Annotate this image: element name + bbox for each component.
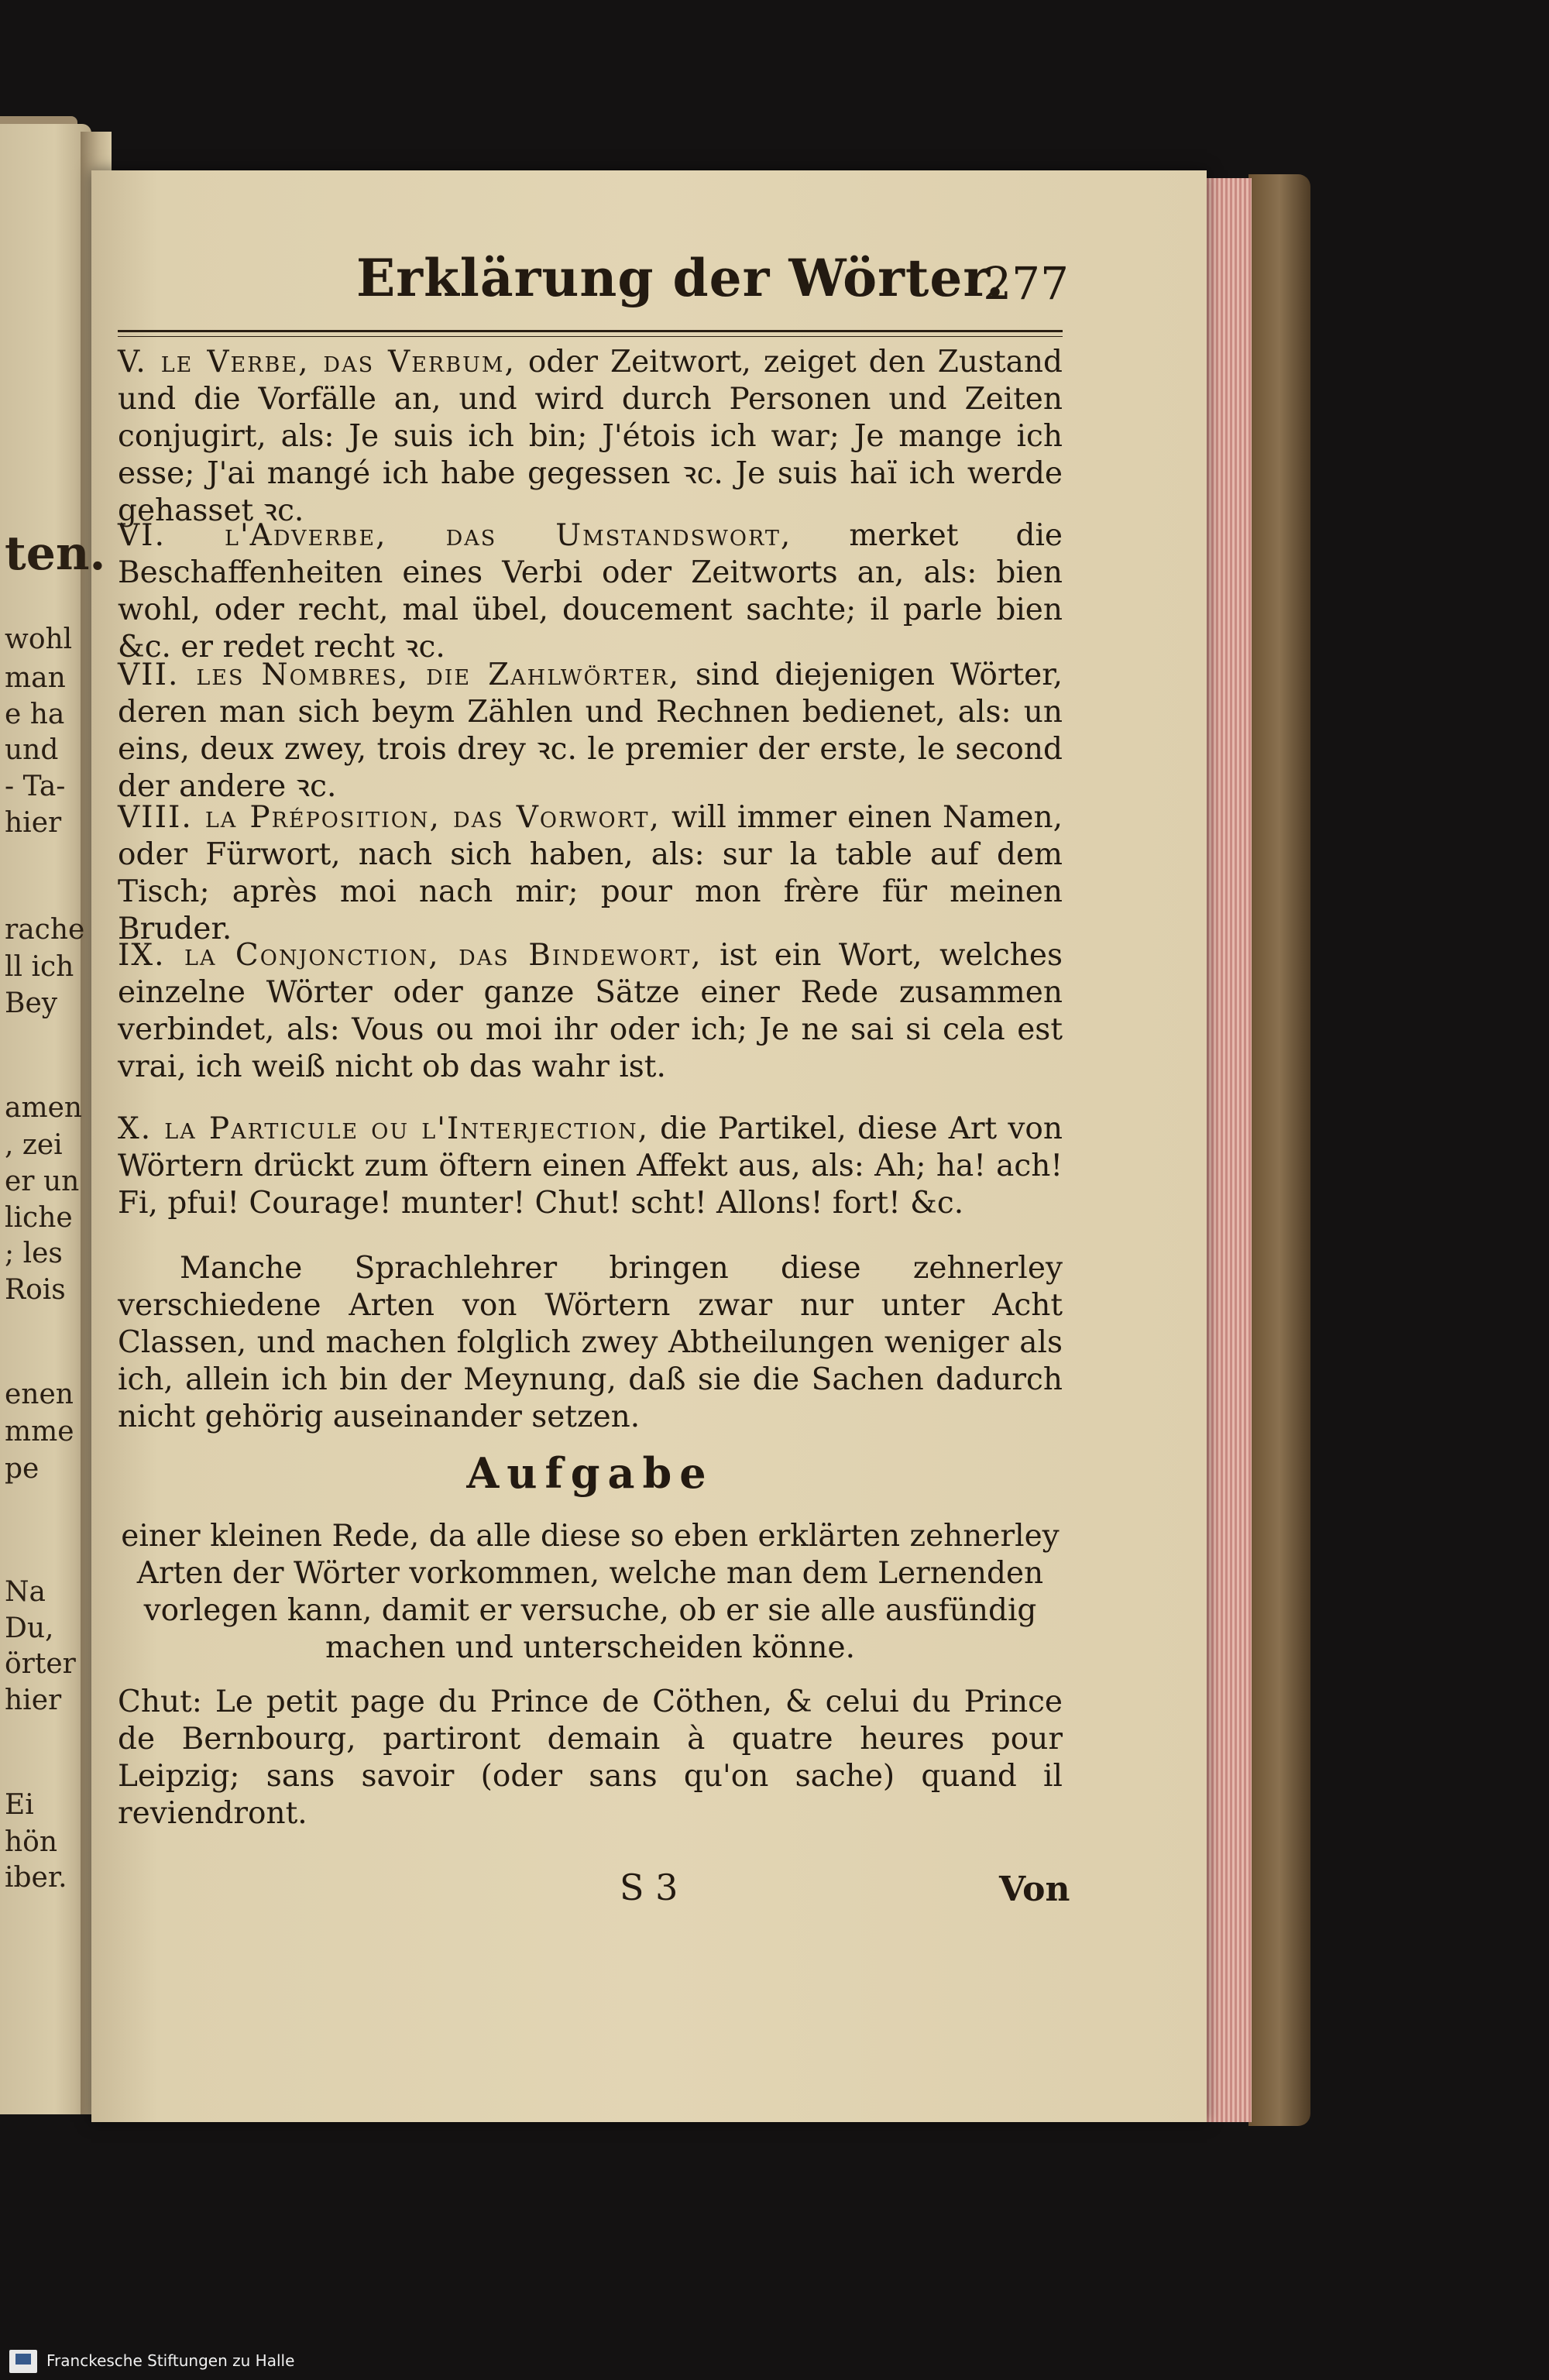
paragraph bbox=[118, 657, 1063, 805]
page-title: Erklärung der Wörter. bbox=[356, 248, 1005, 308]
left-fragment: , zei bbox=[5, 1129, 63, 1161]
paragraph-label: IX. la Conjonction, das Bindewort, bbox=[118, 938, 702, 973]
left-fragment: Du, bbox=[5, 1612, 54, 1644]
paragraph-label: VIII. la Préposition, das Vorwort, bbox=[118, 800, 661, 835]
signature-mark: S 3 bbox=[620, 1867, 678, 1908]
left-fragment: ; les bbox=[5, 1238, 63, 1269]
left-fragment: hier bbox=[5, 807, 62, 839]
left-fragment: hön bbox=[5, 1826, 58, 1858]
paragraph-text: Manche Sprachlehrer bringen diese zehnerley verschiedene Arten von Wörtern zwar nur unter Acht Classen, und machen folglich zwey Abtheilungen weniger als ich, allein ich bin der Meynung, daß sie die Sachen dadurch nicht gehörig auseinander setzen. bbox=[118, 1251, 1063, 1434]
paragraph bbox=[118, 1250, 1063, 1436]
footer-bar bbox=[0, 2341, 1549, 2380]
paragraph-text: die Partikel, diese Art von Wörtern drückt zum öftern einen Affekt aus, als: Ah; ha! ach! Fi, pfui! Courage! munter! Chut! scht! Allons! fort! &c. bbox=[118, 1111, 1063, 1221]
paragraph-label: V. le Verbe, das Verbum, bbox=[118, 345, 516, 379]
paragraph bbox=[118, 799, 1063, 948]
paragraph-text: ist ein Wort, welches einzelne Wörter oder ganze Sätze einer Rede zusammen verbindet, als: Vous ou moi ihr oder ich; Je ne sai si cela est vrai, ich weiß nicht ob das wahr ist. bbox=[118, 938, 1063, 1084]
footer-caption: Franckesche Stiftungen zu Halle bbox=[46, 2351, 295, 2370]
header-rule bbox=[118, 330, 1063, 332]
left-fragment: pe bbox=[5, 1453, 39, 1485]
paragraph-label: X. la Particule ou l'Interjection, bbox=[118, 1111, 650, 1146]
example-label: Chut: bbox=[118, 1685, 202, 1719]
example-paragraph bbox=[118, 1684, 1063, 1832]
header-rule-thin bbox=[118, 336, 1063, 337]
left-fragment: rache bbox=[5, 914, 85, 946]
paragraph bbox=[118, 517, 1063, 666]
paragraph-text: will immer einen Namen, oder Fürwort, nach sich haben, als: sur la table auf dem Tisch; après moi nach mir; pour mon frère für meinen Bruder. bbox=[118, 800, 1063, 946]
left-fragment: ten. bbox=[5, 527, 106, 581]
left-fragment: amen bbox=[5, 1092, 83, 1124]
paragraph-text: oder Zeitwort, zeiget den Zustand und die Vorfälle an, und wird durch Personen und Zeiten conjugirt, als: Je suis ich bin; J'étois ich war; Je mange ich esse; J'ai mangé ich habe gegessen ꝛc. Je suis haï ich werde gehasset ꝛc. bbox=[118, 345, 1063, 528]
left-fragment: enen bbox=[5, 1379, 74, 1410]
left-fragment: liche bbox=[5, 1202, 73, 1234]
left-fragment: und bbox=[5, 734, 59, 766]
left-fragment: wohl bbox=[5, 623, 73, 655]
page-number: 277 bbox=[983, 257, 1069, 310]
running-header bbox=[341, 248, 1084, 325]
example-text: Le petit page du Prince de Cöthen, & celui du Prince de Bernbourg, partiront demain à quatre heures pour Leipzig; sans savoir (oder sans qu'on sache) quand il reviendront. bbox=[118, 1685, 1063, 1831]
left-fragment: e ha bbox=[5, 699, 65, 730]
paragraph bbox=[118, 1111, 1063, 1222]
paragraph-text: merket die Beschaffenheiten eines Verbi oder Zeitworts an, als: bien wohl, oder recht, mal übel, doucement sachte; il parle bien &c. er redet recht ꝛc. bbox=[118, 518, 1063, 665]
left-fragment: mme bbox=[5, 1416, 74, 1448]
left-fragment: man bbox=[5, 662, 66, 694]
left-fragment: hier bbox=[5, 1685, 62, 1716]
left-fragment: - Ta- bbox=[5, 771, 66, 802]
left-fragment: Ei bbox=[5, 1789, 34, 1821]
left-fragment: ll ich bbox=[5, 951, 74, 983]
left-fragment: örter bbox=[5, 1648, 76, 1680]
institution-logo-icon bbox=[9, 2350, 37, 2373]
paragraph-label: VII. les Nombres, die Zahlwörter, bbox=[118, 658, 680, 692]
section-subheading: einer kleinen Rede, da alle diese so eben erklärten zehnerley Arten der Wörter vorkommen, welche man dem Lernenden vorlegen kann, damit er versuche, ob er sie alle ausfündig machen und unterscheiden könne. bbox=[121, 1519, 1060, 1665]
section-heading: Aufgabe bbox=[466, 1448, 714, 1498]
paragraph bbox=[118, 937, 1063, 1086]
left-fragment: Rois bbox=[5, 1274, 66, 1306]
paragraph-label: VI. l'Adverbe, das Umstandswort, bbox=[118, 518, 792, 553]
catchword: Von bbox=[999, 1870, 1070, 1909]
paragraph bbox=[118, 344, 1063, 530]
left-fragment: Na bbox=[5, 1576, 46, 1608]
left-fragment: Bey bbox=[5, 987, 58, 1019]
left-fragment: iber. bbox=[5, 1862, 67, 1894]
left-fragment: er un bbox=[5, 1166, 80, 1197]
paragraph-text: sind diejenigen Wörter, deren man sich beym Zählen und Rechnen bedienet, als: un eins, deux zwey, trois drey ꝛc. le premier der erste, le second der andere ꝛc. bbox=[118, 658, 1063, 804]
